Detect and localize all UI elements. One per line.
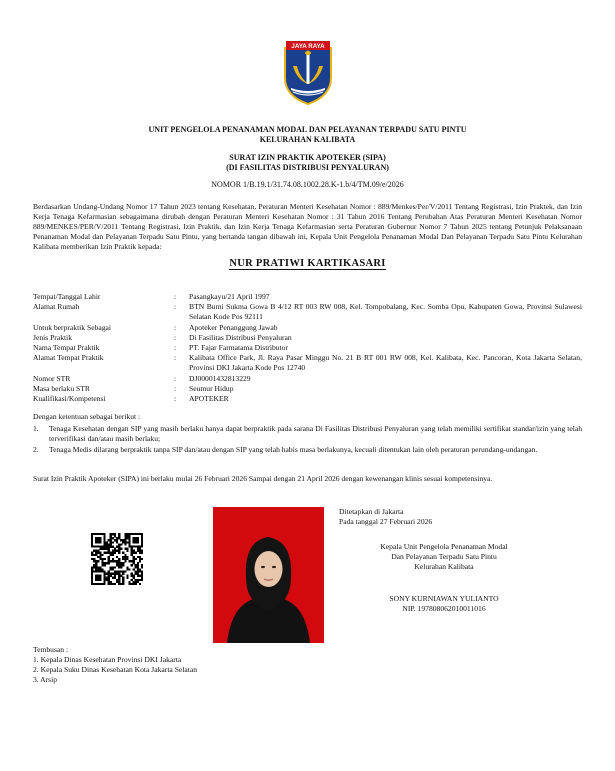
copies-to-item: 2. Kepala Suku Dinas Kesehatan Kota Jakarta Selatan bbox=[33, 665, 198, 674]
detail-label: Kualifikasi/Kompetensi bbox=[33, 394, 106, 403]
detail-value: Kalibata Office Park, Jl. Raya Pasar Minggu No. 21 B RT 001 RW 008, Kel. Kalibata, Kec. Pancoran, Kota Jakarta Selatan, Provinsi DKI Jakarta Kode Pos 12740 bbox=[189, 353, 582, 372]
signatory-block bbox=[339, 542, 549, 614]
detail-label: Masa berlaku STR bbox=[33, 384, 90, 393]
detail-value: Seumur Hidup bbox=[189, 384, 234, 393]
detail-colon: : bbox=[174, 302, 177, 311]
license-holder-name-text: NUR PRATIWI KARTIKASARI bbox=[229, 258, 386, 269]
detail-colon: : bbox=[174, 343, 177, 352]
issuing-office-header bbox=[0, 125, 615, 145]
issuance-date: Pada tanggal 27 Februari 2026 bbox=[339, 517, 433, 526]
detail-colon: : bbox=[174, 374, 177, 383]
detail-value: PT. Fajar Farmatama Distributor bbox=[189, 343, 288, 352]
validity-statement: Surat Izin Praktik Apoteker (SIPA) ini berlaku mulai 26 Februari 2026 Sampai dengan 21 April 2026 dengan kewenangan klinis sesuai kompetensinya. bbox=[33, 474, 493, 483]
detail-colon: : bbox=[174, 292, 177, 301]
legal-preamble: Berdasarkan Undang-Undang Nomor 17 Tahun 2023 tentang Kesehatan, Peraturan Menteri Kesehatan Nomor : 889/Menkes/Per/V/2011 Tentang Registrasi, Izin Praktek, dan Izin Kerja Tenaga Kefarmasian sebagaimana dirubah dengan Peraturan Menteri Kesehatan Nomor : 31 Tahun 2016 Tentang Perubahan Atas Peraturan Menteri Kesehatan Nomor 889/MENKES/PER/V/2011 Tentang Registrasi, Izin Praktik, dan Izin Kerja Tenaga Kefarmasian serta Peraturan Gubernur Nomor 7 Tahun 2025 tentang Petunjuk Pelaksanaan Penanaman Modal dan Pelayanan Terpadu Satu Pintu, yang bertanda tangan dibawah ini, Kepala Unit Pengelola Penanaman Modal Dan Pelayanan Terpadu Satu Pintu Kelurahan Kalibata memberikan Izin Praktik kepada: bbox=[33, 202, 582, 251]
copies-to-item: 1. Kepala Dinas Kesehatan Provinsi DKI Jakarta bbox=[33, 655, 182, 664]
qr-code bbox=[91, 533, 143, 585]
copies-to-item: 3. Arsip bbox=[33, 675, 58, 684]
detail-colon: : bbox=[174, 394, 177, 403]
condition-number: 2. bbox=[33, 445, 39, 454]
jakarta-crest-logo bbox=[281, 40, 335, 106]
detail-value: DJ00001432813229 bbox=[189, 374, 251, 383]
document-number: NOMOR 1/B.19.1/31.74.08.1002.28.K-1.b/4/TM.09/e/2026 bbox=[211, 180, 404, 189]
signatory-position-line3: Kelurahan Kalibata bbox=[414, 562, 474, 571]
office-name-line2: KELURAHAN KALIBATA bbox=[259, 135, 356, 144]
issuance-info bbox=[339, 507, 432, 527]
signatory-name: SONY KURNIAWAN YULIANTO bbox=[389, 594, 499, 603]
detail-colon: : bbox=[174, 353, 177, 362]
detail-label: Nomor STR bbox=[33, 374, 71, 383]
document-title-line1: SURAT IZIN PRAKTIK APOTEKER (SIPA) bbox=[229, 153, 386, 162]
office-name-line1: UNIT PENGELOLA PENANAMAN MODAL DAN PELAYANAN TERPADU SATU PINTU bbox=[148, 125, 467, 134]
signatory-position-line2: Dan Pelayanan Terpadu Satu Pintu bbox=[391, 552, 497, 561]
copies-to-title: Tembusan : bbox=[33, 645, 69, 654]
issuance-place: Ditetapkan di Jakarta bbox=[339, 507, 404, 516]
detail-label: Alamat Rumah bbox=[33, 302, 80, 311]
document-title-line2: (DI FASILITAS DISTRIBUSI PENYALURAN) bbox=[226, 163, 389, 172]
logo-banner-text: JAYA RAYA bbox=[291, 43, 325, 51]
condition-text: Tenaga Medis dilarang berpraktik tanpa SIP dan/atau dengan SIP yang telah habis masa berlakunya, kecuali ditentukan lain oleh peraturan perundang-undangan. bbox=[49, 445, 538, 454]
copies-to-section bbox=[33, 645, 197, 685]
detail-label: Tempat/Tanggal Lahir bbox=[33, 292, 101, 301]
detail-label: Alamat Tempat Praktik bbox=[33, 353, 104, 362]
detail-label: Untuk berpraktik Sebagai bbox=[33, 323, 112, 332]
detail-colon: : bbox=[174, 333, 177, 342]
detail-value: Apoteker Penanggung Jawab bbox=[189, 323, 278, 332]
signatory-position-line1: Kepala Unit Pengelola Penanaman Modal bbox=[380, 542, 508, 551]
detail-value: APOTEKER bbox=[189, 394, 229, 403]
detail-colon: : bbox=[174, 323, 177, 332]
detail-colon: : bbox=[174, 384, 177, 393]
conditions-intro: Dengan ketentuan sebagai berikut : bbox=[33, 412, 141, 421]
condition-text: Tenaga Kesehatan dengan SIP yang masih berlaku hanya dapat berpraktik pada sarana Di Fasilitas Distribusi Penyaluran yang telah memiliki sertifikat standar/izin yang telah terverifikasi dan/atau masih berlaku; bbox=[49, 424, 582, 443]
detail-value: Pasangkayu/21 April 1997 bbox=[189, 292, 270, 301]
detail-value: BTN Bumi Sukma Gowa B 4/12 RT 003 RW 008, Kel. Tompobalang, Kec. Somba Opu, Kabupaten Gowa, Provinsi Sulawesi Selatan Kode Pos 92111 bbox=[189, 302, 582, 321]
license-holder-name bbox=[0, 258, 615, 269]
condition-number: 1. bbox=[33, 424, 39, 433]
signatory-nip: NIP. 197808062010011016 bbox=[402, 604, 486, 613]
detail-label: Nama Tempat Praktik bbox=[33, 343, 100, 352]
detail-value: Di Fasilitas Distribusi Penyaluran bbox=[189, 333, 292, 342]
detail-label: Jenis Praktik bbox=[33, 333, 73, 342]
holder-photo bbox=[213, 507, 324, 643]
document-title bbox=[0, 153, 615, 173]
